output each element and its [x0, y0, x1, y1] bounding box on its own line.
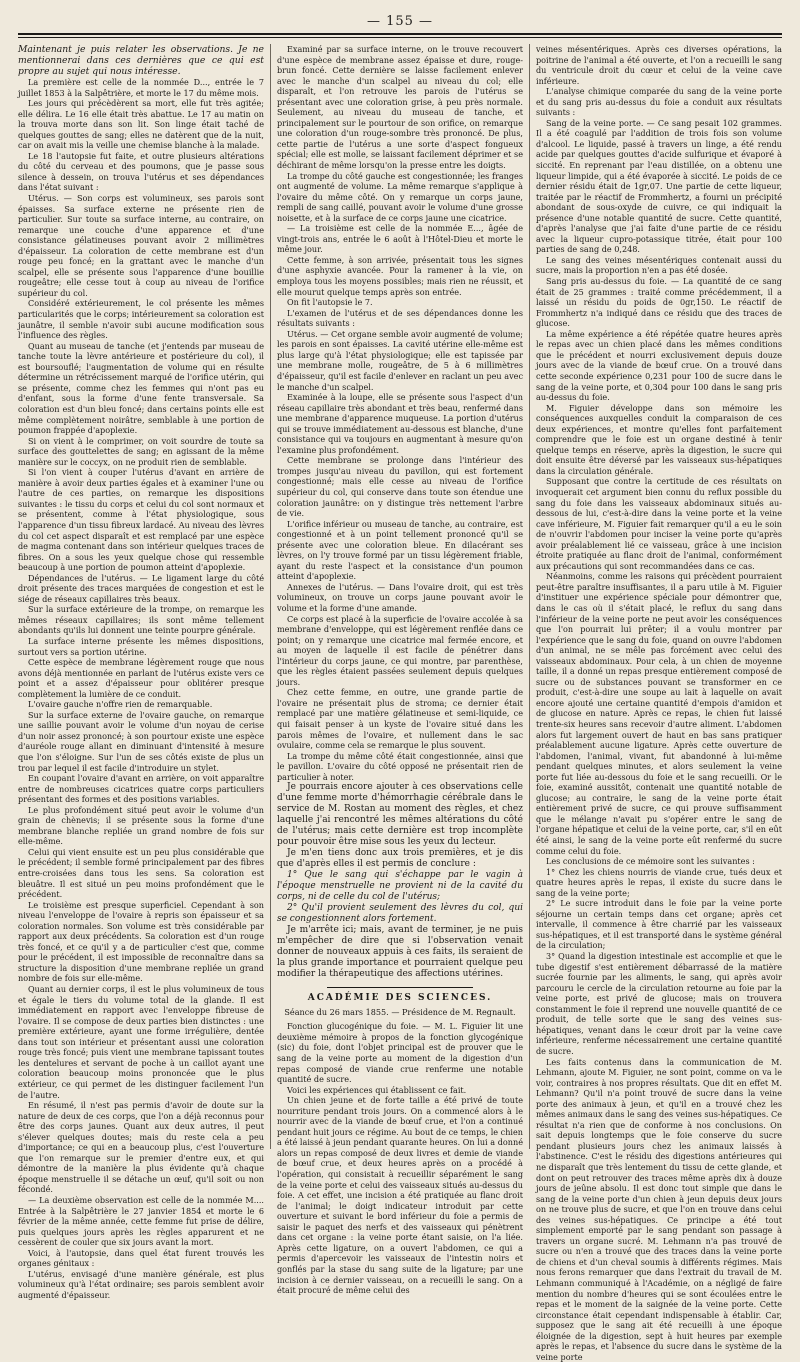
- paragraph: M. Figuier développe dans son mémoire les conséquences auxquelles conduit la comparaison de ces deux expériences, et montre qu'elles font parfaitement comprendre que le foie est un organe destiné à tenir quelque temps en réserve, après la digestion, le sucre qui doit ensuite être déversé par les vaisseaux sus-hépatiques dans la circulation générale.: [536, 403, 782, 477]
- paragraph: L'examen de l'utérus et de ses dépendances donne les résultats suivants :: [277, 308, 523, 329]
- paragraph: Cette membrane se prolonge dans l'intérieur des trompes jusqu'au niveau du pavillon, qui est fortement congestionné; mais elle cesse au niveau de l'orifice supérieur du col, qui conserve dans toute son étendue une coloration jaunâtre: on y distingue très nettement l'arbre de vie.: [277, 455, 523, 518]
- header-rule: [18, 33, 782, 35]
- paragraph: Celui qui vient ensuite est un peu plus considérable que le précédent; il semble formé principalement par des fibres entre-croisées dans tous les sens. Sa coloration est bleuâtre. Il est situé un peu moins profondément que le précédent.: [18, 847, 264, 900]
- paragraph: Ce corps est placé à la superficie de l'ovaire accolée à sa membrane d'enveloppe, qui est légèrement renflée dans ce point; on y remarque une cicatrice mal fermée encore, et au moyen de laquelle il est facile de pénétrer dans l'intérieur du corps jaune, ce qui montre, par parenthèse, que les règles étaient passées seulement depuis quelques jours.: [277, 614, 523, 688]
- paragraph: En coupant l'ovaire d'avant en arrière, on voit apparaître entre de nombreuses cicatrices quatre corps particuliers présentant des formes et des positions variables.: [18, 773, 264, 805]
- paragraph: La trompe du même côté était congestionnée, ainsi que le pavillon. L'ovaire du côté opposé ne présentait rien de particulier à noter.: [277, 751, 523, 783]
- paragraph: La première est celle de la nommée D..., entrée le 7 juillet 1853 à la Salpêtrière, et morte le 17 du même mois.: [18, 77, 264, 98]
- paragraph: Supposant que contre la certitude de ces résultats on invoquerait cet argument bien connu du reflux possible du sang du foie dans les vaisseaux abdominaux situés au-dessous de lui, c'est-à-dire dans la veine porte et la veine cave inférieure, M. Figuier fait remarquer qu'il a eu le soin de n'ouvrir l'abdomen pour inciser la veine porte qu'après avoir préalablement lié ce vaisseau, grâce à une incision étroite pratiquée au flanc droit de l'animal, conformément aux précautions qui sont recommandées dans ce cas.: [536, 476, 782, 571]
- column-separator: [270, 44, 271, 1149]
- paragraph: Examiné par sa surface interne, on le trouve recouvert d'une espèce de membrane assez épaisse et dure, rouge-brun foncé. Cette dernière se laisse facilement enlever avec le manche d'un scalpel au niveau du col; elle disparaît, et l'on retrouve les parois de l'utérus se présentant avec une coloration grise, à peu près normale. Seulement, au niveau du museau de tanche, et principalement sur le pourtour de son orifice, on remarque une coloration d'un rouge-sombre très prononcé. De plus, cette partie de l'utérus a une sorte d'aspect fongueux spécial; elle est molle, se laissant facilement déprimer et se déchirant de même lorsqu'on la presse entre les doigts.: [277, 44, 523, 171]
- paragraph: 3° Quand la digestion intestinale est accomplie et que le tube digestif s'est entièrement débarrassé de la matière sucrée fournie par les aliments, le sang, qui après avoir parcouru le cercle de la circulation retourne au foie par la veine porte, est privé de glucose; mais on trouvera constamment le foie il reprend une nouvelle quantité de ce produit, de telle sorte que le sang des veines sus-hépatiques, venant dans le cœur droit par la veine cave inférieure, renferme nécessairement une certaine quantité de sucre.: [536, 951, 782, 1056]
- paragraph: — La deuxième observation est celle de la nommée M.... Entrée à la Salpêtrière le 27 janvier 1854 et morte le 6 février de la même année, cette femme fut prise de délire, puis quelques jours après les règles apparurent et ne cessèrent de couler que six jours avant la mort.: [18, 1195, 264, 1248]
- paragraph: Je m'en tiens donc aux trois premières, et je dis que d'après elles il est permis de conclure :: [277, 848, 523, 870]
- paragraph: Quant au museau de tanche (et j'entends par museau de tanche toute la lèvre antérieure et postérieure du col), il est boursouflé; l'augmentation de volume qui en résulte détermine un rétrécissement marqué de l'orifice utérin, qui se présente, comme chez les femmes qui n'ont pas eu d'enfant, sous la forme d'une fente transversale. Sa coloration est d'un bleu foncé; dans certains points elle est même complètement noirâtre, semblable à une portion de poumon frappée d'apoplexie.: [18, 341, 264, 436]
- paragraph: Sang de la veine porte. — Ce sang pesait 102 grammes. Il a été coagulé par l'addition de trois fois son volume d'alcool. Le liquide, passé à travers un linge, a été rendu acide par quelques gouttes d'acide sulfurique et évaporé à siccité. En reprenant par l'eau distillée, on a obtenu une liqueur limpide, qui a été évaporée à siccité. Le poids de ce dernier résidu était de 1gr,07. Une partie de cette liqueur, traitée par le réactif de Frommhertz, a fourni un précipité abondant de sous-oxyde de cuivre, ce qui indiquait la présence d'une notable quantité de sucre. Cette quantité, d'après l'analyse que j'ai faite d'une partie de ce résidu avec la liqueur cupro-potassique titrée, était pour 100 parties de sang de 0,248.: [536, 118, 782, 255]
- paragraph: Les conclusions de ce mémoire sont les suivantes :: [536, 856, 782, 867]
- paragraph: Si l'on vient à couper l'utérus d'avant en arrière de manière à avoir deux parties égales et à examiner l'une ou l'autre de ces parties, on remarque les dispositions suivantes : le tissu du corps et celui du col sont normaux et se présentent, comme à l'état physiologique, sous l'apparence d'un tissu fibreux lardacé. Au niveau des lèvres du col cet aspect disparaît et est remplacé par une espèce de magma contenant dans son intérieur quelques traces de fibres. On a sous les yeux quelque chose qui ressemble beaucoup à une portion de poumon atteint d'apoplexie.: [18, 467, 264, 572]
- paragraph: Sang pris au-dessus du foie. — La quantité de ce sang était de 25 grammes : traité comme précédemment, il a laissé un résidu du poids de 0gr,150. Le réactif de Frommhertz n'a indiqué dans ce résidu que des traces de glucose.: [536, 276, 782, 329]
- paragraph: Cette espèce de membrane légèrement rouge que nous avons déjà mentionnée en parlant de l'utérus existe vers ce point et a assez d'épaisseur pour oblitérer presque complètement la lumière de ce conduit.: [18, 657, 264, 699]
- paragraph: Un chien jeune et de forte taille a été privé de toute nourriture pendant trois jours. On a commencé alors à le nourrir avec de la viande de bœuf crue, et l'on a continué pendant huit jours ce régime. Au bout de ce temps, le chien a été laissé à jeun pendant quarante heures. On lui a donné alors un repas composé de deux livres et demie de viande de bœuf crue, et deux heures après on a procédé à l'opération, qui consistait à recueillir séparément le sang de la veine porte et celui des vaisseaux situés au-dessus du foie. A cet effet, une incision a été pratiquée au flanc droit de l'animal; le doigt indicateur introduit par cette ouverture et suivant le bord inférieur du foie a permis de saisir le paquet des nerfs et des vaisseaux qui pénètrent dans cet organe : la veine porte étant saisie, on l'a liée. Après cette ligature, on a ouvert l'abdomen, ce qui a permis d'apercevoir les vaisseaux de l'intestin noirs et gonflés par la stase du sang suite de la ligature; par une incision à ce dernier vaisseau, on a recueilli le sang. On a était procuré de même celui des: [277, 1095, 523, 1295]
- paragraph: Les jours qui précèdèrent sa mort, elle fut très agitée; elle délira. Le 16 elle était très abattue. Le 17 au matin on la trouva morte dans son lit. Son linge était taché de quelques gouttes de sang; elles ne datèrent que de la nuit, car on avait mis la veille une chemise blanche à la malade.: [18, 98, 264, 151]
- paragraph: veines mésentériques. Après ces diverses opérations, la poitrine de l'animal a été ouverte, et l'on a recueilli le sang du ventricule droit du cœur et celui de la veine cave inférieure.: [536, 44, 782, 86]
- paragraph: Annexes de l'utérus. — Dans l'ovaire droit, qui est très volumineux, on trouve un corps jaune pouvant avoir le volume et la forme d'une amande.: [277, 582, 523, 614]
- column-left: [18, 44, 264, 1149]
- paragraph: Le troisième est presque superficiel. Cependant à son niveau l'enveloppe de l'ovaire à repris son épaisseur et sa coloration normales. Son volume est très considérable par rapport aux deux précédents. Sa coloration est d'un rouge très foncé, et ce qu'il y a de particulier c'est que, comme pour le précédent, il est impossible de reconnaître dans sa structure la disposition d'une membrane repliée un grand nombre de fois sur elle-même.: [18, 900, 264, 984]
- paragraph: Je pourrais encore ajouter à ces observations celle d'une femme morte d'hémorrhagie cérébrale dans le service de M. Rostan au moment des règles, et chez laquelle j'ai rencontré les mêmes altérations du côté de l'utérus; mais cette dernière est trop incomplète pour pouvoir être mise sous les yeux du lecteur.: [277, 782, 523, 848]
- paragraph: Le sang des veines mésentériques contenait aussi du sucre, mais la proportion n'en a pas été dosée.: [536, 255, 782, 276]
- paragraph: Maintenant je puis relater les observations. Je ne mentionnerai dans ces dernières que ce qui est propre au sujet qui nous intéresse.: [18, 44, 264, 77]
- paragraph: Utérus. — Son corps est volumineux, ses parois sont épaisses. Sa surface externe ne présente rien de particulier. Sur toute sa surface interne, au contraire, on remarque une couche d'une apparence et d'une consistance gélatineuses pouvant avoir 2 millimètres d'épaisseur. La coloration de cette membrane est d'un rouge peu foncé; en la grattant avec le manche d'un scalpel, elle se présente sous l'apparence d'une bouillie rougeâtre; elle cesse tout à coup au niveau de l'orifice supérieur du col.: [18, 193, 264, 298]
- paragraph: Si on vient à le comprimer, on voit sourdre de toute sa surface des gouttelettes de sang; en agissant de la même manière sur le coccyx, on ne produit rien de semblable.: [18, 436, 264, 468]
- paragraph: Voici les expériences qui établissent ce fait.: [277, 1085, 523, 1096]
- paragraph: Les faits contenus dans la communication de M. Lehmann, ajoute M. Figuier, ne sont point, comme on va le voir, contraires à nos propres résultats. Que dit en effet M. Lehmann? Qu'il n'a point trouvé de sucre dans la veine porte des animaux à jeun, et qu'il en a trouvé chez les mêmes animaux dans le sang des veines sus-hépatiques. Ce résultat n'a rien que de conforme à nos conclusions. On sait depuis longtemps que le foie conserve du sucre pendant plusieurs jours chez les animaux laissés à l'abstinence. C'est le résidu des digestions antérieures qui ne disparaît que très lentement du tissu de cette glande, et dont on peut retrouver des traces même après dix à douze jours de jeûne absolu. Il est donc tout simple que dans le sang de la veine porte d'un chien à jeun depuis deux jours on ne trouve plus de sucre, et que l'on en trouve dans celui des veines sus-hépatiques. Ce principe a été tout simplement emporté par le sang pendant son passage à travers un organe sucré. M. Lehmann n'a pas trouvé de sucre ou n'en a trouvé que des traces dans la veine porte de chiens et d'un cheval soumis à différents régimes. Mais nous ferons remarquer que dans l'extrait du travail de M. Lehmann communiqué à l'Académie, on a négligé de faire mention du nombre d'heures qui se sont écoulées entre le repas et le moment de la saignée de la veine porte. Cette circonstance était cependant indispensable à établir. Car, supposez que le sang ait été recueilli à une époque éloignée de la digestion, sept à huit heures par exemple après le repas, et l'absence du sucre dans le système de la veine porte: [536, 1057, 782, 1362]
- paragraph: Voici, à l'autopsie, dans quel état furent trouvés les organes génitaux :: [18, 1248, 264, 1269]
- paragraph: Quant au dernier corps, il est le plus volumineux de tous et égale le tiers du volume total de la glande. Il est immédiatement en rapport avec l'enveloppe fibreuse de l'ovaire. Il se compose de deux parties bien distinctes : une première extérieure, ayant une forme irrégulière, dentée dans tout son intérieur et présentant aussi une coloration rouge très foncé; puis vient une membrane tapissant toutes les dentelures et servant de poche à un caillot ayant une coloration beaucoup moins prononcée que le plus extérieur, ce qui permet de les distinguer facilement l'un de l'autre.: [18, 984, 264, 1100]
- middle-upper-text: [277, 44, 523, 980]
- paragraph: L'ovaire gauche n'offre rien de remarquable.: [18, 699, 264, 710]
- paragraph: Considéré extérieurement, le col présente les mêmes particularités que le corps; intérieurement sa coloration est jaunâtre, il semble n'avoir subi aucune modification sous l'influence des règles.: [18, 298, 264, 340]
- paragraph: Sur la surface extérieure de la trompe, on remarque les mêmes réseaux capillaires; ils sont même tellement abondants qu'ils lui donnent une teinte pourpre générale.: [18, 604, 264, 636]
- paragraph: L'utérus, envisagé d'une manière générale, est plus volumineux qu'à l'état ordinaire; ses parois semblent avoir augmenté d'épaisseur.: [18, 1269, 264, 1301]
- column-right: [536, 44, 782, 1149]
- session-line: Séance du 26 mars 1855. — Présidence de M. Regnault.: [277, 1007, 523, 1018]
- paragraph: 1° Chez les chiens nourris de viande crue, tués deux et quatre heures après le repas, il existe du sucre dans le sang de la veine porte;: [536, 867, 782, 899]
- paragraph: Néanmoins, comme les raisons qui précèdent pourraient peut-être paraître insuffisantes, il a paru utile à M. Figuier d'instituer une expérience spéciale pour démontrer que, dans le cas où il s'était placé, le reflux du sang dans l'inférieur de la veine porte ne peut avoir les conséquences que l'on pourrait lui prêter; il a voulu montrer par l'expérience que le sang du foie, quand on ouvre l'abdomen d'un animal, ne se mêle pas forcément avec celui des vaisseaux abdominaux. Pour cela, à un chien de moyenne taille, il a donné un repas presque entièrement composé de sucre ou de substances pouvant se transformer en ce produit, c'est-à-dire une soupe au lait à laquelle on avait encore ajouté une certaine quantité d'empois d'amidon et de glucose en nature. Après ce repas, le chien fut laissé trente-six heures sans recevoir d'autre aliment. L'abdomen alors fut largement ouvert de haut en bas sans pratiquer préalablement aucune ligature. Après cette ouverture de l'abdomen, l'animal, vivant, fut abandonné à lui-même pendant quelques minutes, et alors seulement la veine porte fut liée au-dessous du foie et le sang recueilli. Or le foie, examiné aussitôt, contenait une quantité notable de glucose; au contraire, le sang de la veine porte était entièrement privé de sucre, ce qui prouve suffisamment que le mélange n'avait pu s'opérer entre le sang de l'organe hépatique et celui de la veine porte, car, s'il en eût été ainsi, le sang de la veine porte eût renfermé du sucre comme celui du foie.: [536, 571, 782, 856]
- paragraph: La trompe du côté gauche est congestionnée; les franges ont augmenté de volume. La même remarque s'applique à l'ovaire du même côté. On y remarque un corps jaune, rempli de sang caillé, pouvant avoir le volume d'une grosse noisette, et à la surface de ce corps jaune une cicatrice.: [277, 171, 523, 224]
- section-rule: [327, 987, 473, 988]
- paragraph: — La troisième est celle de la nommée E..., âgée de vingt-trois ans, entrée le 6 août à l'Hôtel-Dieu et morte le même jour.: [277, 223, 523, 255]
- paragraph: 2° Qu'il provient seulement des lèvres du col, qui se congestionnent alors fortement.: [277, 903, 523, 925]
- paragraph: Sur la surface externe de l'ovaire gauche, on remarque une saillie pouvant avoir le volume d'un noyau de cerise d'un noir assez prononcé; à son pourtour existe une espèce d'auréole rouge allant en diminuant d'intensité à mesure que l'on s'éloigne. Sur l'un de ses côtés existe de plus un trou par lequel il est facile d'introduire un stylet.: [18, 710, 264, 773]
- paragraph: Cette femme, à son arrivée, présentait tous les signes d'une asphyxie avancée. Pour la ramener à la vie, on employa tous les moyens possibles; mais rien ne réussit, et elle mourut quelque temps après son entrée.: [277, 255, 523, 297]
- paragraph: Je m'arrête ici; mais, avant de terminer, je ne puis m'empêcher de dire que si l'observation venait donner de nouveaux appuis à ces faits, ils seraient de la plus grande importance et pourraient quelque peu modifier la thérapeutique des affections utérines.: [277, 925, 523, 980]
- paragraph: La même expérience a été répétée quatre heures après le repas avec un chien placé dans les mêmes conditions que le précédent et nourri exclusivement depuis douze jours avec de la viande de bœuf crue. On a trouvé dans cette seconde expérience 0,231 pour 100 de sucre dans le sang de la veine porte, et 0,304 pour 100 dans le sang pris au-dessus du foie.: [536, 329, 782, 403]
- paragraph: L'analyse chimique comparée du sang de la veine porte et du sang pris au-dessus du foie a conduit aux résultats suivants :: [536, 86, 782, 118]
- paragraph: L'orifice inférieur ou museau de tanche, au contraire, est congestionné et à un point tellement prononcé qu'il se présente avec une coloration bleue. En dilacérant ses lèvres, on l'y trouve formé par un tissu légèrement friable, ayant du reste l'aspect et la consistance d'un poumon atteint d'apoplexie.: [277, 519, 523, 582]
- paragraph: Dépendances de l'utérus. — Le ligament large du côté droit présente des traces marquées de congestion et est le siége de réseaux capillaires très beaux.: [18, 573, 264, 605]
- middle-lower-text: [277, 1021, 523, 1295]
- paragraph: Examinée à la loupe, elle se présente sous l'aspect d'un réseau capillaire très abondant et très beau, renfermé dans une membrane d'apparence muqueuse. La portion d'utérus qui se trouve immédiatement au-dessous est blanche, d'une consistance qui va toujours en augmentant à mesure qu'on l'examine plus profondément.: [277, 392, 523, 455]
- column-middle: [277, 44, 523, 1149]
- paragraph: 1° Que le sang qui s'échappe par le vagin à l'époque menstruelle ne provient ni de la cavité du corps, ni de celle du col de l'utérus;: [277, 870, 523, 903]
- paragraph: Le 18 l'autopsie fut faite, et outre plusieurs altérations du côté du cerveau et des poumons, que je passe sous silence à dessein, on trouva l'utérus et ses dépendances dans l'état suivant :: [18, 151, 264, 193]
- paragraph: En résumé, il n'est pas permis d'avoir de doute sur la nature de deux de ces corps, que l'on a déjà reconnus pour être des corps jaunes. Quant aux deux autres, il peut s'élever quelques doutes; mais du reste cela a peu d'importance; ce qui en a beaucoup plus, c'est l'ouverture que l'on remarque sur le premier d'entre eux, et qui démontre de la manière la plus évidente qu'à chaque époque menstruelle il se détache un œuf, qu'il soit ou non fécondé.: [18, 1100, 264, 1195]
- page-number: — 155 —: [0, 14, 800, 29]
- paragraph: On fit l'autopsie le 7.: [277, 297, 523, 308]
- paragraph: 2° Le sucre introduit dans le foie par la veine porte séjourne un certain temps dans cet organe; après cet intervalle, il commence à être charrié par les vaisseaux sus-hépatiques, et il est transporté dans le système général de la circulation;: [536, 898, 782, 951]
- paragraph: Utérus. — Cet organe semble avoir augmenté de volume; les parois en sont épaisses. La cavité utérine elle-même est plus large qu'à l'état physiologique; elle est tapissée par une membrane molle, rougeâtre, de 5 à 6 millimètres d'épaisseur, qu'il est facile d'enlever en raclant un peu avec le manche d'un scalpel.: [277, 329, 523, 392]
- header-rule-thin: [18, 37, 782, 38]
- paragraph: Chez cette femme, en outre, une grande partie de l'ovaire ne présentait plus de stroma; ce dernier était remplacé par une matière gélatineuse et semi-liquide, ce qui faisait penser à un kyste de l'ovaire situé dans les parois mêmes de l'ovaire, et nullement dans le sac ovulaire, comme cela se remarque le plus souvent.: [277, 687, 523, 750]
- paragraph: Le plus profondément situé peut avoir le volume d'un grain de chènevis; il se présente sous la forme d'une membrane blanche repliée un grand nombre de fois sur elle-même.: [18, 805, 264, 847]
- paragraph: Fonction glucogénique du foie. — M. L. Figuier lit une deuxième mémoire à propos de la fonction glycogénique (sic) du foie, dont l'objet principal est de prouver que le sang de la veine porte au moment de la digestion d'un repas composé de viande crue renferme une notable quantité de sucre.: [277, 1021, 523, 1084]
- paragraph: La surface interne présente les mêmes dispositions, surtout vers sa portion utérine.: [18, 636, 264, 657]
- section-title: ACADÉMIE DES SCIENCES.: [277, 993, 523, 1004]
- column-separator: [529, 44, 530, 1149]
